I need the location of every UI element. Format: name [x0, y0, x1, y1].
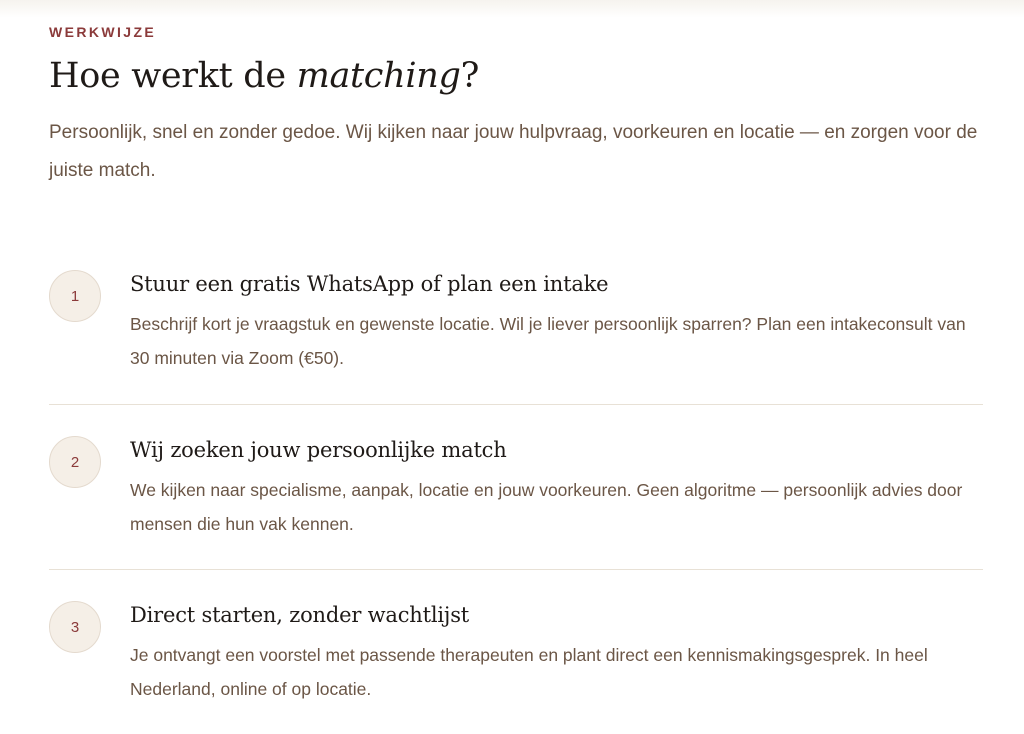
section-title-plain: Hoe werkt de — [49, 56, 297, 96]
step-item-2 — [49, 404, 983, 569]
step-title: Wij zoeken jouw persoonlijke match — [130, 438, 507, 462]
section-title — [49, 52, 479, 100]
section-eyebrow: WERKWIJZE — [49, 24, 157, 40]
step-description: We kijken naar specialisme, aanpak, locatie en jouw voorkeuren. Geen algoritme — persoonlijk advies door mensen die hun vak kennen. — [130, 480, 963, 534]
step-number-badge: 2 — [49, 436, 101, 488]
section-title-emphasis: matching — [296, 56, 461, 96]
step-title: Stuur een gratis WhatsApp of plan een intake — [130, 272, 609, 296]
step-description: Je ontvangt een voorstel met passende therapeuten en plant direct een kennismakingsgesprek. In heel Nederland, online of op locatie. — [130, 645, 928, 699]
step-number-badge: 1 — [49, 270, 101, 322]
section-title-suffix: ? — [460, 56, 480, 96]
section-lead: Persoonlijk, snel en zonder gedoe. Wij kijken naar jouw hulpvraag, voorkeuren en locatie — en zorgen voor de juiste match. — [49, 122, 978, 181]
step-number-badge: 3 — [49, 601, 101, 653]
step-title: Direct starten, zonder wachtlijst — [130, 603, 470, 627]
step-item-3 — [49, 569, 983, 734]
step-item-1 — [49, 238, 983, 403]
step-description: Beschrijf kort je vraagstuk en gewenste locatie. Wil je liever persoonlijk sparren? Plan een intakeconsult van 30 minuten via Zoom (€50). — [130, 314, 966, 368]
top-fade — [0, 0, 1024, 18]
